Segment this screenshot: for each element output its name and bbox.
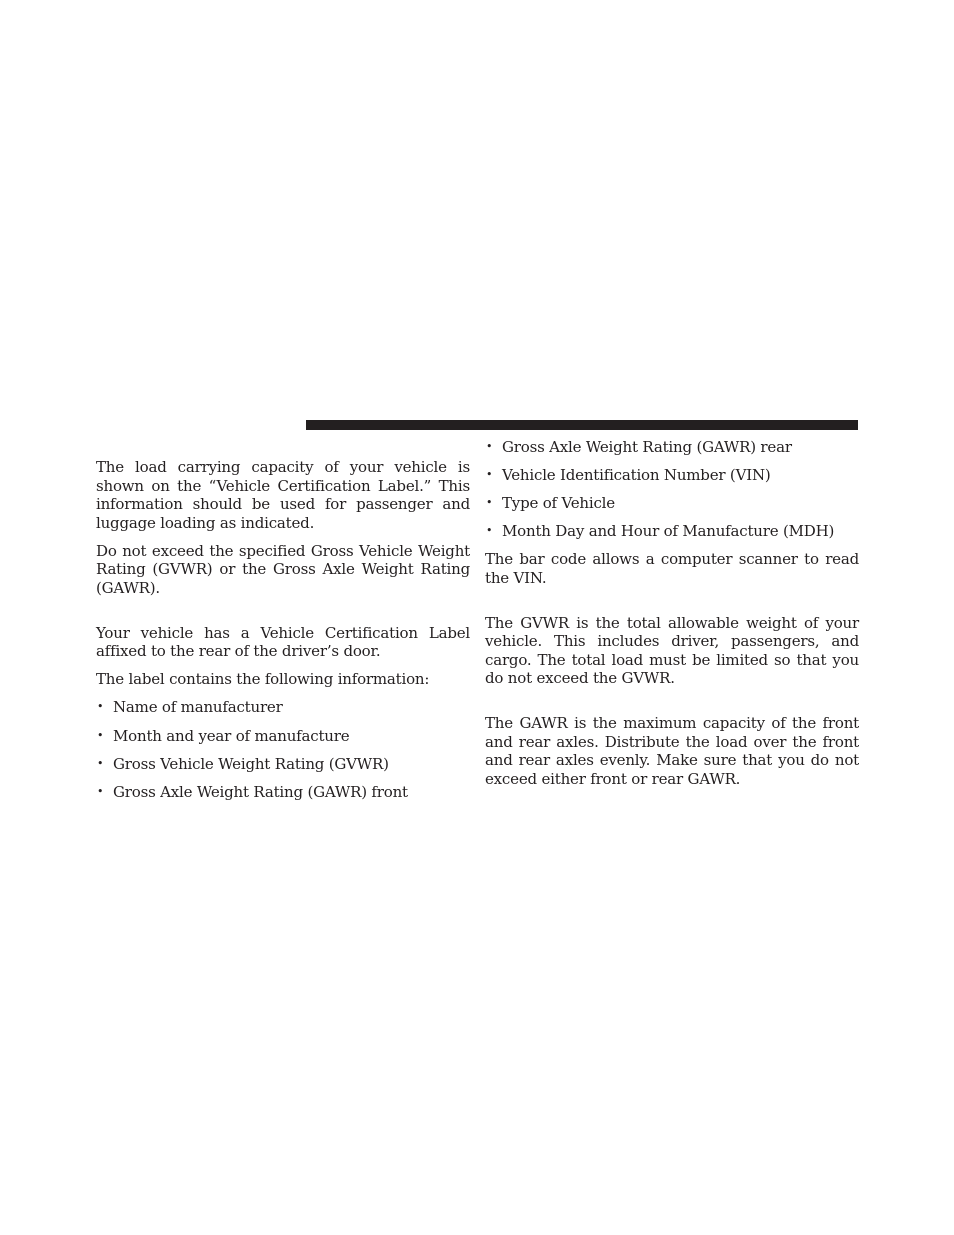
right-column — [485, 438, 859, 798]
list-item: • Type of Vehicle — [486, 494, 615, 513]
gvwr-paragraph: The GVWR is the total allowable weight of your vehicle. This includes driver, passengers, and cargo. The total load must be limited so that you do not exceed the GVWR. — [485, 613, 859, 688]
bar-code-paragraph: The bar code allows a computer scanner to read the VIN. — [485, 550, 859, 587]
bullet-icon: • — [486, 524, 493, 538]
gawr-paragraph: The GAWR is the maximum capacity of the front and rear axles. Distribute the load over the front and rear axles evenly. Make sure that you do not exceed either front or rear GAWR. — [485, 713, 859, 788]
bullet-icon: • — [486, 496, 493, 510]
section-header-rule — [306, 420, 858, 430]
list-item: • Month and year of manufacture — [97, 726, 350, 745]
certification-label-paragraph: Your vehicle has a Vehicle Certification Label affixed to the rear of the driver’s door. — [96, 623, 470, 661]
list-item: • Gross Axle Weight Rating (GAWR) front — [97, 782, 408, 801]
list-item: • Vehicle Identification Number (VIN) — [486, 466, 771, 485]
bullet-icon: • — [97, 728, 104, 742]
bullet-icon: • — [97, 784, 104, 798]
bullet-icon: • — [97, 700, 104, 714]
list-item: • Name of manufacturer — [97, 698, 283, 717]
bullet-icon: • — [486, 468, 493, 482]
label-info-list-left — [96, 698, 470, 801]
load-capacity-paragraph: The load carrying capacity of your vehicle is shown on the “Vehicle Certification Label.” This information should be used for passenger and luggage loading as indicated. — [96, 458, 470, 532]
label-contents-intro: The label contains the following information: — [96, 670, 430, 689]
list-item: • Month Day and Hour of Manufacture (MDH) — [486, 522, 835, 541]
bullet-icon: • — [486, 440, 493, 453]
bullet-icon: • — [97, 756, 104, 770]
list-item: • Gross Vehicle Weight Rating (GVWR) — [97, 754, 389, 773]
do-not-exceed-paragraph: Do not exceed the specified Gross Vehicle Weight Rating (GVWR) or the Gross Axle Weight Rating (GAWR). — [96, 541, 470, 598]
left-column — [96, 458, 470, 811]
list-item: • Gross Axle Weight Rating (GAWR) rear — [486, 438, 792, 456]
label-info-list-right — [485, 438, 859, 541]
